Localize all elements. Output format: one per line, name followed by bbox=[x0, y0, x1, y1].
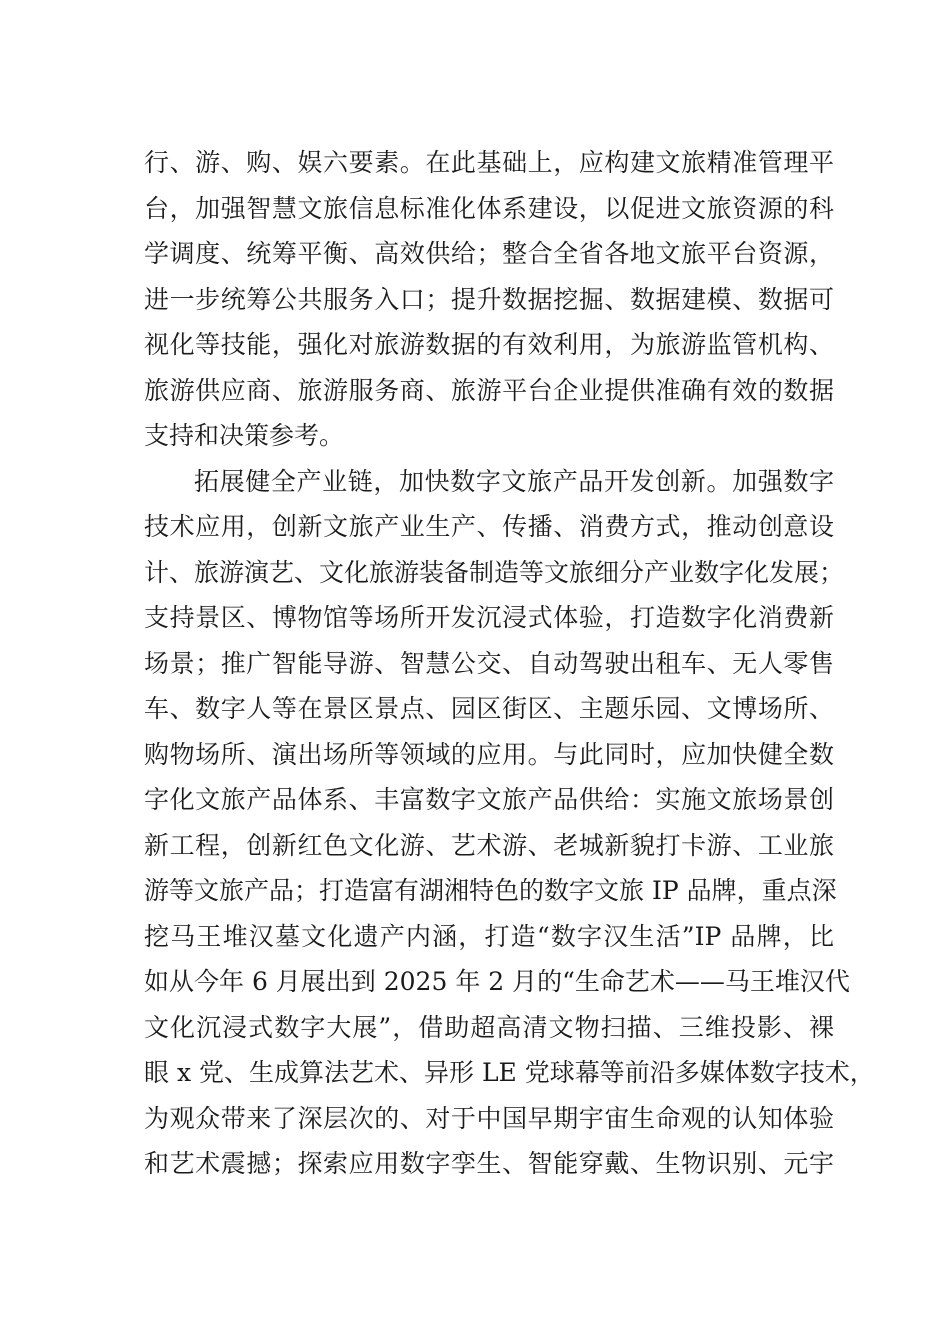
text-line: 拓展健全产业链，加快数字文旅产品开发创新。加强数字 bbox=[194, 466, 834, 496]
text-line: 学调度、统筹平衡、高效供给；整合全省各地文旅平台资源， bbox=[144, 239, 834, 268]
paragraph-1 bbox=[144, 140, 834, 459]
text-line: 为观众带来了深层次的、对于中国早期宇宙生命观的认知体验 bbox=[144, 1103, 834, 1133]
text-line: 视化等技能，强化对旅游数据的有效利用，为旅游监管机构、 bbox=[144, 330, 834, 359]
text-line: 新工程，创新红色文化游、艺术游、老城新貌打卡游、工业旅 bbox=[144, 830, 834, 860]
text-line: 如从今年 6 月展出到 2025 年 2 月的“生命艺术——马王堆汉代 bbox=[144, 967, 850, 996]
text-line: 计、旅游演艺、文化旅游装备制造等文旅细分产业数字化发展； bbox=[144, 557, 845, 587]
text-line: 场景；推广智能导游、智慧公交、自动驾驶出租车、无人零售 bbox=[144, 648, 834, 678]
text-line: 文化沉浸式数字大展”，借助超高清文物扫描、三维投影、裸 bbox=[144, 1012, 834, 1042]
text-line: 眼 x 党、生成算法艺术、异形 LE 党球幕等前沿多媒体数字技术， bbox=[144, 1058, 875, 1087]
text-line: 支持景区、博物馆等场所开发沉浸式体验，打造数字化消费新 bbox=[144, 603, 834, 632]
text-line: 游等文旅产品；打造富有湖湘特色的数字文旅 IP 品牌，重点深 bbox=[144, 876, 837, 905]
text-line: 字化文旅产品体系、丰富数字文旅产品供给：实施文旅场景创 bbox=[144, 785, 834, 814]
text-line: 挖马王堆汉墓文化遗产内涵，打造“数字汉生活”IP 品牌，比 bbox=[144, 921, 834, 951]
text-line: 和艺术震撼；探索应用数字孪生、智能穿戴、生物识别、元宇 bbox=[144, 1149, 834, 1178]
body-text bbox=[144, 140, 875, 1187]
text-line: 行、游、购、娱六要素。在此基础上，应构建文旅精准管理平 bbox=[144, 148, 834, 177]
text-line: 进一步统筹公共服务入口；提升数据挖掘、数据建模、数据可 bbox=[144, 284, 834, 314]
text-line: 支持和决策参考。 bbox=[144, 421, 345, 450]
text-line: 车、数字人等在景区景点、园区街区、主题乐园、文博场所、 bbox=[144, 694, 834, 723]
text-line: 旅游供应商、旅游服务商、旅游平台企业提供准确有效的数据 bbox=[144, 375, 834, 405]
paragraph-2 bbox=[144, 459, 875, 1187]
text-line: 技术应用，创新文旅产业生产、传播、消费方式，推动创意设 bbox=[144, 512, 834, 541]
text-line: 台，加强智慧文旅信息标准化体系建设，以促进文旅资源的科 bbox=[144, 193, 834, 223]
text-line: 购物场所、演出场所等领域的应用。与此同时，应加快健全数 bbox=[144, 739, 834, 769]
